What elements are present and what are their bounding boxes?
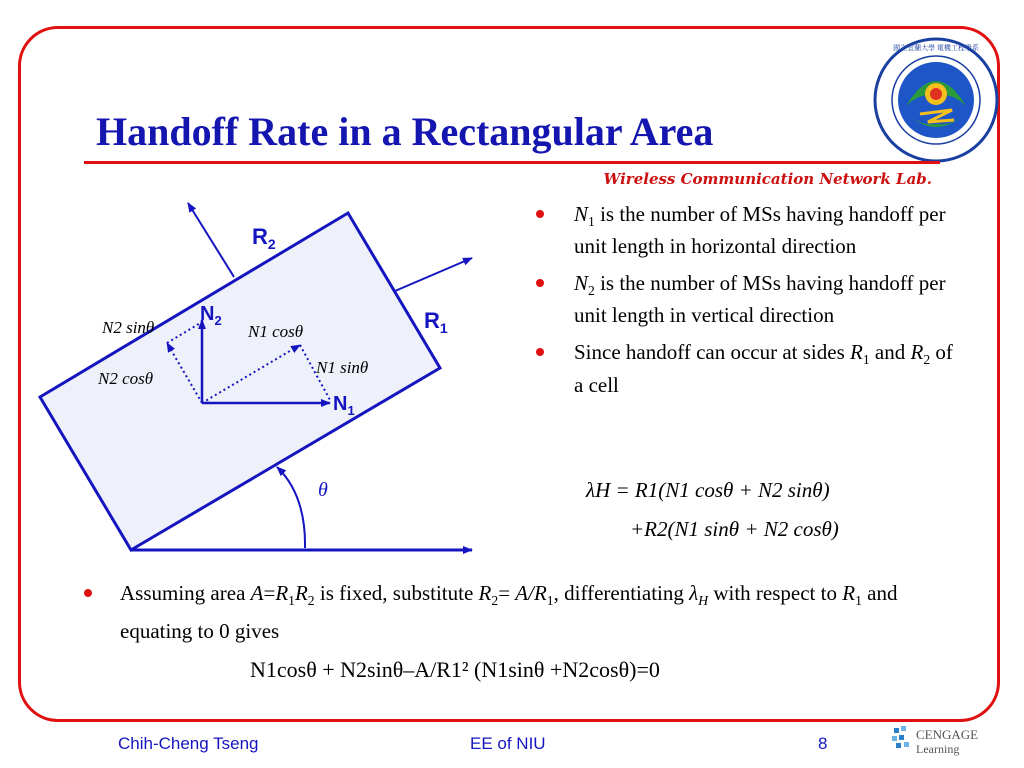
expr-n1-cos: N1 cosθ — [248, 322, 304, 341]
rectangular-cell-diagram — [0, 0, 520, 580]
cengage-text: CENGAGE — [916, 727, 979, 742]
label-r2: $R_2$ — [252, 224, 276, 252]
var-n: N — [574, 202, 589, 226]
page-number: 8 — [818, 734, 828, 753]
bullet-dot — [536, 210, 544, 218]
bullet-dot — [536, 348, 544, 356]
label-n1: $N_1$ — [333, 393, 355, 418]
bullet-text: Since handoff can occur at sides — [574, 340, 851, 365]
university-logo — [872, 36, 1000, 164]
label-theta: θ — [318, 479, 328, 501]
bullet-text: Assuming area — [120, 581, 251, 605]
bullet-text: of a cell — [574, 340, 953, 397]
final-equation: N1cosθ + N2sinθ–A/R1² (N1sinθ +N2cosθ)=0 — [250, 657, 660, 682]
var-sub: 2 — [923, 352, 931, 368]
var-sub: 1 — [862, 352, 870, 368]
bullet-text: is the number of MSs having handoff per unit length in vertical direction — [574, 271, 946, 328]
cengage-learning-text: Learning — [916, 742, 960, 756]
theta-arc — [277, 467, 305, 548]
expr-n1-sin: N1 sinθ — [316, 358, 369, 377]
label-n2: $N_2$ — [200, 303, 222, 328]
logo-text: 國立宜蘭大學 電機工程學系 — [893, 44, 979, 52]
bullet-handoff-sides — [536, 340, 956, 397]
bullet-dot — [84, 589, 92, 597]
cengage-logo — [890, 722, 1010, 758]
var-sub: 1 — [588, 214, 595, 230]
footer-department: EE of NIU — [470, 734, 546, 753]
bullet-dot — [536, 279, 544, 287]
var-n: N — [574, 271, 589, 296]
var-r: R — [910, 340, 924, 365]
normal-arrow-r2 — [188, 203, 234, 277]
bullet-text: with respect to — [708, 581, 843, 605]
var-sub: 2 — [588, 283, 595, 299]
label-r1: $R_1$ — [424, 308, 448, 336]
bullet-text: is the number of MSs having handoff per unit length in horizontal direction — [574, 202, 946, 259]
bullet-n2-definition — [536, 271, 956, 328]
var-r: R — [850, 340, 863, 365]
expr-n2-sin: N2 sinθ — [102, 318, 155, 337]
bullet-list — [536, 202, 956, 410]
bullet-n1-definition — [536, 202, 956, 259]
normal-arrow-r1 — [395, 258, 472, 291]
bullet-text: and equating to 0 gives — [120, 581, 898, 644]
lab-name: Wireless Communication Network Lab. — [603, 170, 932, 188]
lambda-equation-line1: λH = R1(N1 cosθ + N2 sinθ) — [586, 478, 830, 502]
slide-title: Handoff Rate in a Rectangular Area — [96, 109, 714, 154]
bullet-text: , differentiating — [553, 581, 690, 605]
lambda-equation — [586, 478, 839, 542]
expr-area: A — [250, 581, 264, 605]
bullet-assumption: Assuming area $A=R_1R_2$ is fixed, substitute $R_2= A/R_1$, differentiating $\lambda_H$ with respect to $R_1$ and equating to 0 gives — [84, 578, 964, 646]
bullet-text: and — [869, 340, 911, 365]
expr-n2-cos: N2 cosθ — [98, 369, 154, 388]
footer-author: Chih-Cheng Tseng — [118, 734, 259, 753]
lambda-equation-line2: +R2(N1 sinθ + N2 cosθ) — [630, 517, 839, 541]
bullet-text: is fixed, substitute — [314, 581, 479, 605]
